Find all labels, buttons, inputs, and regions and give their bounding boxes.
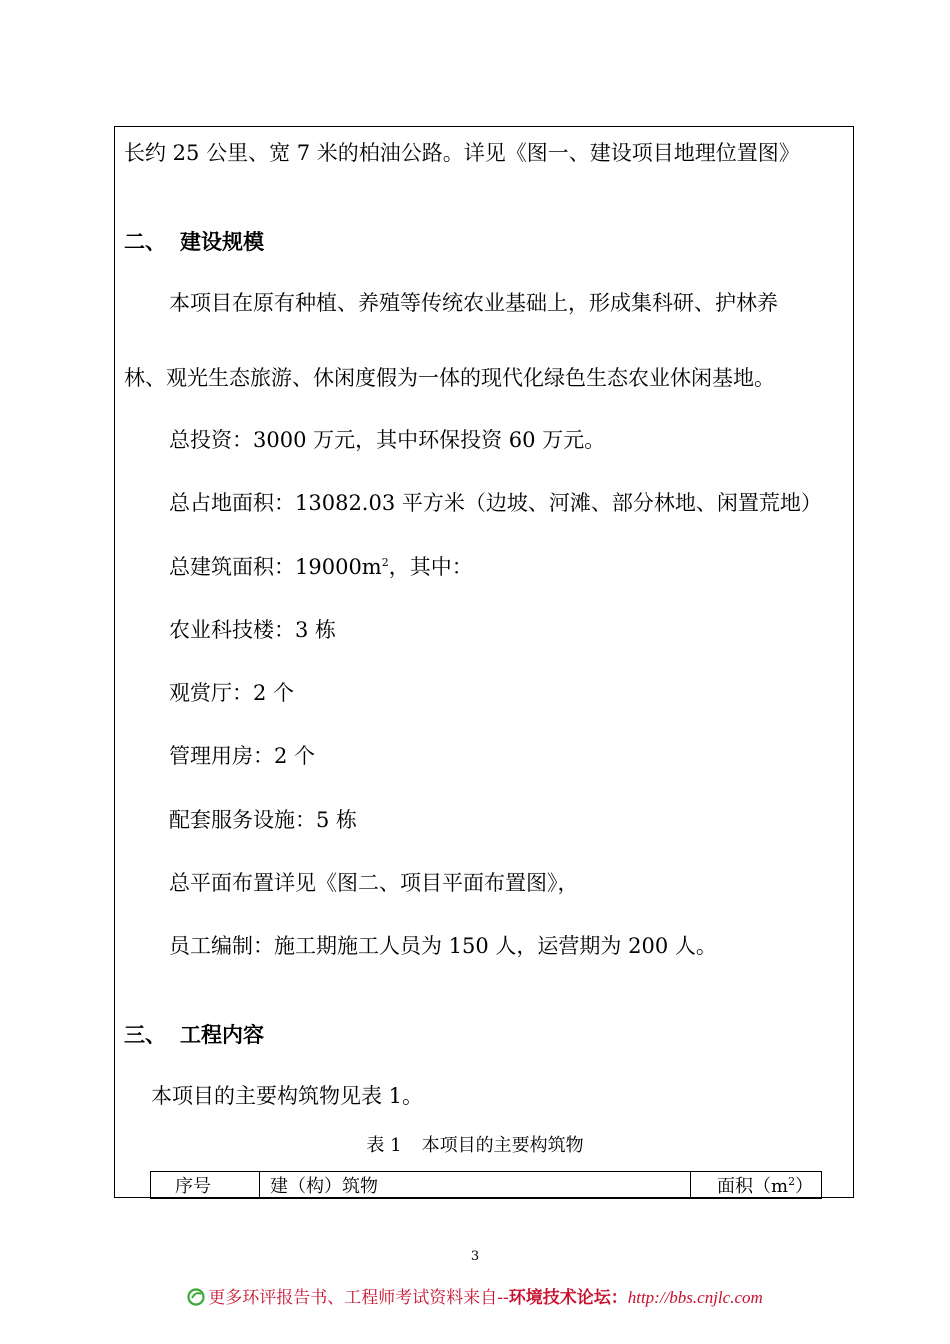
table-caption <box>0 1137 950 1155</box>
footer-banner <box>0 1283 950 1308</box>
table-caption-title: 本项目的主要构筑物 <box>421 1135 584 1156</box>
header-area-suffix: ） <box>795 1176 814 1197</box>
footer-url-link[interactable]: http://bbs.cnjlc.com <box>627 1288 763 1307</box>
header-area <box>691 1172 822 1199</box>
footer-forum-name: 环境技术论坛： <box>508 1288 628 1308</box>
table-header-row <box>151 1172 822 1199</box>
structures-table <box>150 1171 822 1199</box>
header-seq: 序号 <box>151 1172 260 1199</box>
building-item-hall: 观赏厅：2 个 <box>169 681 295 705</box>
section-3-paragraph: 本项目的主要构筑物见表 1。 <box>151 1084 424 1108</box>
floor-area-prefix: 总建筑面积：19000m <box>169 555 382 579</box>
section-3-number: 三、 <box>124 1022 166 1047</box>
table-caption-label: 表 1 <box>366 1135 402 1156</box>
section-2-number: 二、 <box>124 229 166 254</box>
header-area-prefix: 面积（m <box>717 1176 789 1197</box>
building-item-service: 配套服务设施：5 栋 <box>169 808 358 832</box>
building-item-tech: 农业科技楼：3 栋 <box>169 618 337 642</box>
staff-text: 员工编制：施工期施工人员为 150 人，运营期为 200 人。 <box>169 934 717 958</box>
investment-text: 总投资：3000 万元，其中环保投资 60 万元。 <box>169 428 606 452</box>
section-2-title: 建设规模 <box>180 229 264 254</box>
page-number: 3 <box>470 1249 480 1264</box>
land-area-text: 总占地面积：13082.03 平方米（边坡、河滩、部分林地、闲置荒地） <box>169 491 822 515</box>
floor-area-sup: 2 <box>381 556 389 569</box>
floor-area-suffix: ，其中： <box>388 555 473 579</box>
header-area-sup: 2 <box>788 1175 796 1188</box>
layout-reference-text: 总平面布置详见《图二、项目平面布置图》， <box>169 871 579 895</box>
footer-text: 更多环评报告书、工程师考试资料来自-- <box>208 1288 509 1308</box>
building-item-management: 管理用房：2 个 <box>169 744 316 768</box>
floor-area-text <box>169 557 473 578</box>
intro-line: 长约 25 公里、宽 7 米的柏油公路。详见《图一、建设项目地理位置图》 <box>124 141 800 165</box>
header-structure: 建（构）筑物 <box>260 1172 691 1199</box>
scale-paragraph-line-2: 林、观光生态旅游、休闲度假为一体的现代化绿色生态农业休闲基地。 <box>124 366 775 390</box>
section-3-title: 工程内容 <box>180 1022 264 1047</box>
section-2-heading <box>124 231 264 252</box>
section-3-heading <box>124 1024 264 1045</box>
scale-paragraph-line-1: 本项目在原有种植、养殖等传统农业基础上，形成集科研、护林养 <box>169 291 778 315</box>
forum-logo-icon <box>187 1288 205 1306</box>
